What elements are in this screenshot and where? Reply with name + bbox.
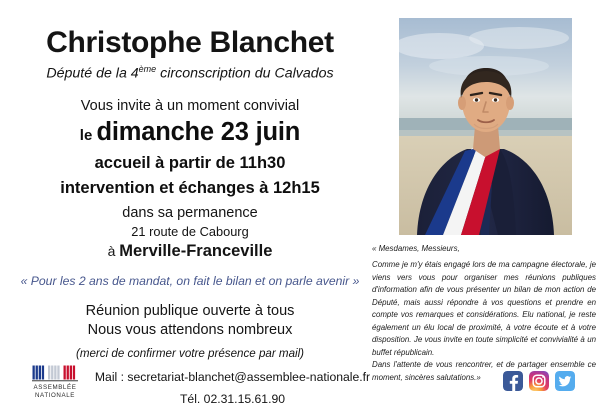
columns-icon bbox=[32, 365, 78, 382]
letter-paragraph-2: Dans l'attente de vous rencontrer, et de partager ensemble ce moment, sincères salutations.» bbox=[372, 360, 596, 382]
role-subtitle bbox=[0, 59, 380, 82]
campaign-quote: « Pour les 2 ans de mandat, on fait le bilan et on parle avenir » bbox=[20, 273, 360, 288]
intervention-time-line: intervention et échanges à 12h15 bbox=[60, 178, 320, 197]
rsvp-note: (merci de confirmer votre présence par mail) bbox=[75, 346, 305, 360]
email-line[interactable]: Mail : secretariat-blanchet@assemblee-nationale.fr bbox=[94, 370, 371, 384]
portrait-illustration bbox=[399, 18, 572, 235]
deputy-letter bbox=[372, 243, 596, 384]
role-suffix: circonscription du Calvados bbox=[156, 65, 334, 82]
welcome-time-line: accueil à partir de 11h30 bbox=[94, 153, 286, 172]
phone-line[interactable]: Tél. 02.31.15.61.90 bbox=[179, 392, 286, 406]
city-prefix: à bbox=[107, 242, 120, 259]
deputy-portrait-photo bbox=[399, 18, 572, 235]
letter-greeting: « Mesdames, Messieurs, bbox=[372, 244, 460, 253]
contact-block bbox=[90, 370, 375, 406]
assemblee-nationale-logo bbox=[27, 365, 83, 400]
logo-text-line1: ASSEMBLÉE bbox=[33, 384, 77, 391]
footer bbox=[0, 362, 380, 415]
date-prefix: le bbox=[79, 127, 97, 145]
event-date-line bbox=[0, 114, 380, 146]
letter-paragraph-1: Comme je m'y étais engagé lors de ma campagne électorale, je viens vers vous pour organiser mes réunions publiques d'information afin de vous présenter un bilan de mon action de Député, mais aussi répondre à vos questions et prendre en compte vos remarques et considérations. Elu national, je reste également un élu local de proximité, à votre écoute et à votre disposition. Je vous invite en toute simplicité et convivialité à un buffet républicain. bbox=[372, 260, 596, 357]
venue-line: dans sa permanence bbox=[122, 204, 258, 221]
page-title: Christophe Blanchet bbox=[46, 26, 334, 59]
invitation-line: Vous invite à un moment convivial bbox=[80, 98, 300, 115]
public-meeting-line: Réunion publique ouverte à tous bbox=[85, 302, 295, 319]
city-name: Merville-Franceville bbox=[119, 241, 273, 260]
logo-text-line2: NATIONALE bbox=[34, 391, 75, 399]
facebook-icon[interactable] bbox=[503, 371, 523, 391]
role-prefix: Député de la 4 bbox=[46, 65, 139, 82]
twitter-icon[interactable] bbox=[555, 371, 575, 391]
instagram-icon[interactable] bbox=[529, 371, 549, 391]
street-address-line: 21 route de Cabourg bbox=[131, 223, 249, 239]
event-date: dimanche 23 juin bbox=[96, 118, 301, 147]
city-line bbox=[0, 239, 380, 261]
role-ordinal-suffix: ème bbox=[138, 63, 157, 74]
social-links bbox=[503, 371, 583, 391]
attendance-line: Nous vous attendons nombreux bbox=[87, 321, 293, 338]
